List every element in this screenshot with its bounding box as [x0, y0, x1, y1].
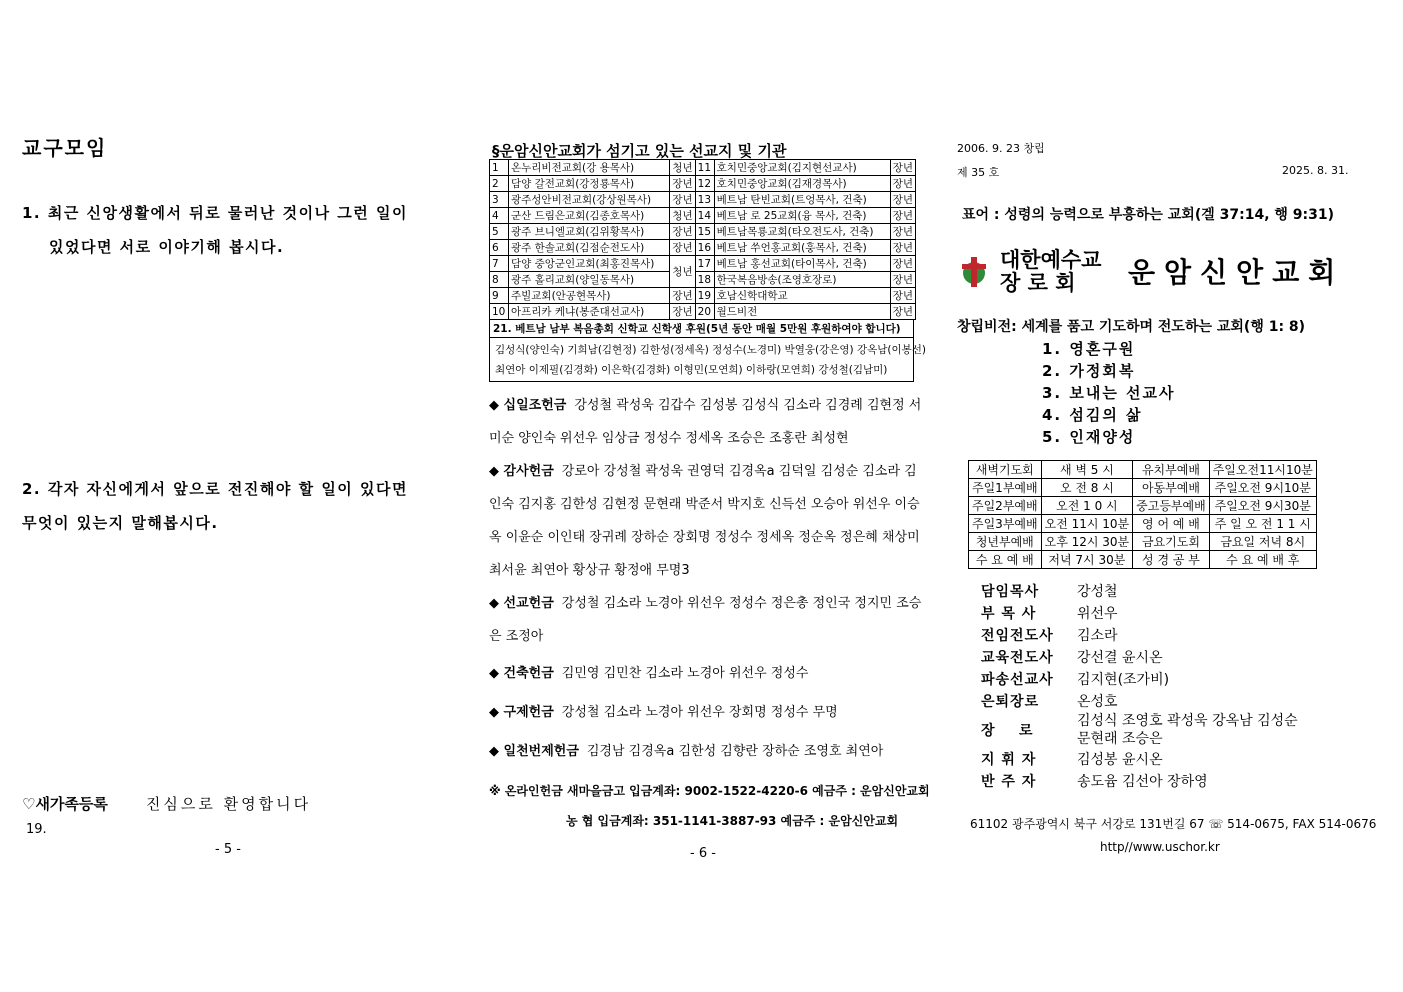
question-2 — [22, 472, 452, 540]
support-line: 김성식(양인숙) 기희남(김현정) 김한성(정세옥) 정성수(노경미) 박열웅(강은영) 강옥남(이봉선) — [495, 344, 926, 356]
schedule-row — [969, 479, 1317, 497]
staff-name: 강선결 윤시온 — [1077, 650, 1163, 666]
support-line: 최연아 이제필(김경화) 이은학(김경화) 이형민(모연희) 이하랑(모연희) 강성철(김남미) — [495, 364, 888, 376]
mission-number: 15 — [695, 224, 714, 240]
founding-vision: 창립비전: 세계를 품고 기도하며 전도하는 교회(행 1: 8) — [957, 319, 1306, 335]
question-2-line1: 2. 각자 자신에게서 앞으로 전진해야 할 일이 있다면 — [22, 480, 408, 498]
motto: 표어 : 성령의 능력으로 부흥하는 교회(겔 37:14, 행 9:31) — [962, 207, 1334, 223]
offering-label: ◆ 일천번제헌금 — [489, 744, 579, 759]
offering-entry — [489, 696, 929, 729]
offering-label: ◆ 십일조헌금 — [489, 398, 567, 413]
mission-number: 20 — [695, 304, 714, 320]
mission-name: 군산 드림은교회(김종호목사) — [509, 208, 670, 224]
denomination — [1000, 249, 1101, 295]
staff-role: 파송선교사 — [981, 672, 1054, 688]
mission-row — [490, 192, 916, 208]
mission-number: 1 — [490, 160, 509, 176]
staff-row — [978, 646, 1301, 668]
schedule-cell: 영 어 예 배 — [1133, 515, 1210, 533]
bank-account-2: 농 협 입금계좌: 351-1141-3887-93 예금주 : 운암신안교회 — [566, 814, 899, 828]
schedule-cell: 주 일 오 전 1 1 시 — [1209, 515, 1316, 533]
staff-row — [978, 602, 1301, 624]
staff-role: 반 주 자 — [981, 774, 1037, 790]
staff-name: 송도윰 김선아 장하영 — [1077, 774, 1208, 790]
schedule-cell: 유치부예배 — [1133, 461, 1210, 479]
mission-name: 광주 홀리교회(양일동목사) — [509, 272, 670, 288]
schedule-cell: 주일오전11시10분 — [1209, 461, 1316, 479]
question-2-line2: 무엇이 있는지 말해봅시다. — [22, 514, 219, 532]
staff-role: 전임전도사 — [981, 628, 1054, 644]
offering-label: ◆ 선교헌금 — [489, 596, 554, 611]
schedule-cell: 오전 11시 10분 — [1041, 515, 1133, 533]
mission-name: 베트남 탄빈교회(트엉목사, 건축) — [714, 192, 890, 208]
mission-row — [490, 160, 916, 176]
new-family — [22, 793, 311, 814]
item-number: 19. — [26, 822, 47, 837]
schedule-cell: 주일1부예배 — [969, 479, 1042, 497]
mission-row — [490, 304, 916, 320]
mission-group: 장년 — [890, 160, 915, 176]
question-1-line1: 1. 최근 신앙생활에서 뒤로 물러난 것이나 그런 일이 — [22, 204, 408, 222]
offering-label: ◆ 건축헌금 — [489, 666, 554, 681]
vision-item: 2. 가정회복 — [1042, 362, 1136, 380]
schedule-cell: 새 벽 5 시 — [1041, 461, 1133, 479]
offering-entry — [489, 455, 929, 587]
mission-name: 광주성안비전교회(강상원목사) — [509, 192, 670, 208]
staff-row — [978, 668, 1301, 690]
mission-group: 장년 — [890, 272, 915, 288]
mission-group: 장년 — [890, 208, 915, 224]
schedule-cell: 청년부예배 — [969, 533, 1042, 551]
church-address: 61102 광주광역시 북구 서강로 131번길 67 ☏ 514-0675, FAX 514-0676 — [970, 817, 1377, 831]
mission-number: 8 — [490, 272, 509, 288]
mission-name: 담양 중앙군인교회(최홍진목사) — [509, 256, 670, 272]
staff-name: 위선우 — [1077, 606, 1118, 622]
mission-group: 청년 — [670, 160, 695, 176]
vision-list — [1042, 338, 1176, 448]
offering-names: 김민영 김민찬 김소라 노경아 위선우 정성수 — [561, 666, 809, 681]
mission-number: 9 — [490, 288, 509, 304]
offering-names: 강성철 곽성욱 김갑수 김성봉 김성식 김소라 김경례 김현정 서미순 양인숙 위선우 임상금 정성수 정세옥 조승은 조홍란 최성현 — [489, 398, 922, 446]
schedule-cell: 주일2부예배 — [969, 497, 1042, 515]
mission-name: 베트남목룡교회(타오전도사, 건축) — [714, 224, 890, 240]
mission-name: 아프리카 케냐(봉준대선교사) — [509, 304, 670, 320]
bulletin-date: 2025. 8. 31. — [1282, 164, 1349, 177]
schedule-cell: 금요일 저녁 8시 — [1209, 533, 1316, 551]
mission-name: 한국복음방송(조영호장로) — [714, 272, 890, 288]
mission-number: 16 — [695, 240, 714, 256]
mission-group: 장년 — [890, 240, 915, 256]
mission-row — [490, 272, 916, 288]
page-title: 교구모임 — [22, 136, 108, 160]
schedule-row — [969, 533, 1317, 551]
mission-group: 청년 — [670, 208, 695, 224]
schedule-cell: 금요기도회 — [1133, 533, 1210, 551]
mission-row — [490, 288, 916, 304]
issue-number: 제 35 호 — [957, 166, 1000, 179]
schedule-cell: 오 전 8 시 — [1041, 479, 1133, 497]
offering-entry — [489, 735, 929, 768]
mission-number: 3 — [490, 192, 509, 208]
schedule-row — [969, 515, 1317, 533]
mission-name: 호치민중앙교회(김지현선교사) — [714, 160, 890, 176]
vision-item: 3. 보내는 선교사 — [1042, 384, 1176, 402]
staff-row — [978, 580, 1301, 602]
mission-number: 17 — [695, 256, 714, 272]
mission-group: 장년 — [670, 224, 695, 240]
schedule-row — [969, 461, 1317, 479]
mission-group: 장년 — [890, 288, 915, 304]
offering-names: 강성철 김소라 노경아 위선우 장회명 정성수 무명 — [561, 705, 838, 720]
mission-group: 장년 — [670, 288, 695, 304]
staff-row — [978, 770, 1301, 792]
vision-item: 1. 영혼구원 — [1042, 340, 1136, 358]
schedule-cell: 새벽기도회 — [969, 461, 1042, 479]
offering-names: 강성철 김소라 노경아 위선우 정성수 정은총 정인국 정지민 조승은 조정아 — [489, 596, 922, 644]
mission-group: 장년 — [670, 192, 695, 208]
staff-name: 강성철 — [1077, 584, 1118, 600]
schedule-cell: 저녁 7시 30분 — [1041, 551, 1133, 569]
staff-role: 교육전도사 — [981, 650, 1054, 666]
mission-name: 베트남 홍선교회(타이목사, 건축) — [714, 256, 890, 272]
vision-item: 5. 인재양성 — [1042, 428, 1136, 446]
mission-name: 호치민중앙교회(김재경목사) — [714, 176, 890, 192]
schedule-cell: 오전 1 0 시 — [1041, 497, 1133, 515]
schedule-cell: 수 요 예 배 후 — [1209, 551, 1316, 569]
schedule-cell: 오후 12시 30분 — [1041, 533, 1133, 551]
schedule-cell: 성 경 공 부 — [1133, 551, 1210, 569]
schedule-cell: 아동부예배 — [1133, 479, 1210, 497]
staff-row — [978, 624, 1301, 646]
mission-name: 광주 한솔교회(김점순전도사) — [509, 240, 670, 256]
offering-entry — [489, 389, 929, 455]
offering-names: 강로아 강성철 곽성욱 권영덕 김경옥a 김덕일 김성순 김소라 김인숙 김지홍 김한성 김현정 문현래 박준서 박지호 신득선 오승아 위선우 이승옥 이윤순 이인태 장귀례 장하순 장회명 정성수 정세옥 정순옥 정은혜 채상미 최서윤 최연아 황상규 황정애 무명3 — [489, 464, 920, 578]
mission-name: 베트남 쑤언홍교회(훙목사, 건축) — [714, 240, 890, 256]
staff-role: 장 로 — [981, 723, 1034, 739]
schedule-row — [969, 551, 1317, 569]
schedule-cell: 중고등부예배 — [1133, 497, 1210, 515]
mission-number: 18 — [695, 272, 714, 288]
offering-label: ◆ 감사헌금 — [489, 464, 554, 479]
mission-group: 청년 — [670, 256, 695, 288]
question-1 — [22, 196, 452, 264]
offering-label: ◆ 구제헌금 — [489, 705, 554, 720]
mission-row — [490, 208, 916, 224]
offering-entry — [489, 657, 929, 690]
worship-schedule — [968, 460, 1317, 569]
mission-group: 장년 — [670, 176, 695, 192]
mission-number: 13 — [695, 192, 714, 208]
mission-name: 월드비전 — [714, 304, 890, 320]
staff-role: 은퇴장로 — [981, 694, 1040, 710]
bank-account-1: ※ 온라인헌금 새마을금고 입금계좌: 9002-1522-4220-6 예금주 : 운암신안교회 — [489, 784, 930, 798]
mission-group: 장년 — [890, 176, 915, 192]
mission-number: 6 — [490, 240, 509, 256]
staff-name: 김지현(조가비) — [1077, 672, 1170, 688]
mission-number: 11 — [695, 160, 714, 176]
staff-row — [978, 748, 1301, 770]
mission-name: 주빌교회(안공현목사) — [509, 288, 670, 304]
mission-name: 온누리비전교회(강 용목사) — [509, 160, 670, 176]
cross-logo-icon — [958, 255, 990, 287]
support-header: 21. 베트남 남부 복음총회 신학교 신학생 후원(5년 동안 매월 5만원 후원하여야 합니다) — [490, 320, 913, 338]
mission-group: 장년 — [890, 192, 915, 208]
mission-group: 장년 — [670, 240, 695, 256]
mission-row — [490, 224, 916, 240]
offering-names: 김경남 김경옥a 김한성 김향란 장하순 조영호 최연아 — [586, 744, 884, 759]
mission-group: 장년 — [890, 224, 915, 240]
staff-role: 지 휘 자 — [981, 752, 1037, 768]
mission-number: 4 — [490, 208, 509, 224]
missions-title: §운암신안교회가 섬기고 있는 선교지 및 기관 — [492, 142, 787, 160]
schedule-cell: 주일오전 9시10분 — [1209, 479, 1316, 497]
mission-name: 베트남 로 25교회(융 목사, 건축) — [714, 208, 890, 224]
staff-role: 담임목사 — [981, 584, 1040, 600]
mission-number: 5 — [490, 224, 509, 240]
staff-role: 부 목 사 — [981, 606, 1037, 622]
mission-number: 2 — [490, 176, 509, 192]
missions-table — [489, 159, 916, 320]
mission-name: 담양 갈전교회(강정룡목사) — [509, 176, 670, 192]
schedule-cell: 주일3부예배 — [969, 515, 1042, 533]
denomination-line1: 대한예수교 — [1000, 248, 1102, 272]
staff-list — [978, 580, 1301, 792]
staff-row — [978, 712, 1301, 748]
page-number-5: - 5 - — [215, 842, 241, 857]
schedule-row — [969, 497, 1317, 515]
schedule-cell: 수 요 예 배 — [969, 551, 1042, 569]
mission-row — [490, 256, 916, 272]
new-family-text: 진심으로 환영합니다 — [145, 795, 312, 813]
staff-name: 김성식 조영호 곽성욱 강옥남 김성순 문현래 조승은 — [1077, 713, 1298, 747]
church-url: http//www.uschor.kr — [1100, 840, 1220, 854]
mission-number: 10 — [490, 304, 509, 320]
support-box — [489, 320, 926, 382]
mission-number: 12 — [695, 176, 714, 192]
mission-row — [490, 176, 916, 192]
question-1-line2: 있었다면 서로 이야기해 봅시다. — [49, 238, 285, 256]
mission-group: 장년 — [890, 256, 915, 272]
page-number-6: - 6 - — [690, 846, 716, 861]
mission-group: 장년 — [670, 304, 695, 320]
mission-row — [490, 240, 916, 256]
mission-number: 7 — [490, 256, 509, 272]
mission-name: 광주 브니엘교회(김위황목사) — [509, 224, 670, 240]
mission-number: 14 — [695, 208, 714, 224]
vision-item: 4. 섬김의 삶 — [1042, 406, 1143, 424]
staff-name: 김소라 — [1077, 628, 1118, 644]
offering-entry — [489, 587, 929, 653]
founded-date: 2006. 9. 23 창립 — [957, 142, 1045, 155]
staff-row — [978, 690, 1301, 712]
mission-number: 19 — [695, 288, 714, 304]
new-family-label: ♡새가족등록 — [22, 795, 108, 813]
staff-name: 김성봉 윤시온 — [1077, 752, 1163, 768]
denomination-line2: 장 로 회 — [1000, 271, 1076, 295]
schedule-cell: 주일오전 9시30분 — [1209, 497, 1316, 515]
church-name: 운암신안교회 — [1128, 256, 1345, 289]
staff-name: 온성호 — [1077, 694, 1118, 710]
mission-group: 장년 — [890, 304, 915, 320]
mission-name: 호남신학대학교 — [714, 288, 890, 304]
